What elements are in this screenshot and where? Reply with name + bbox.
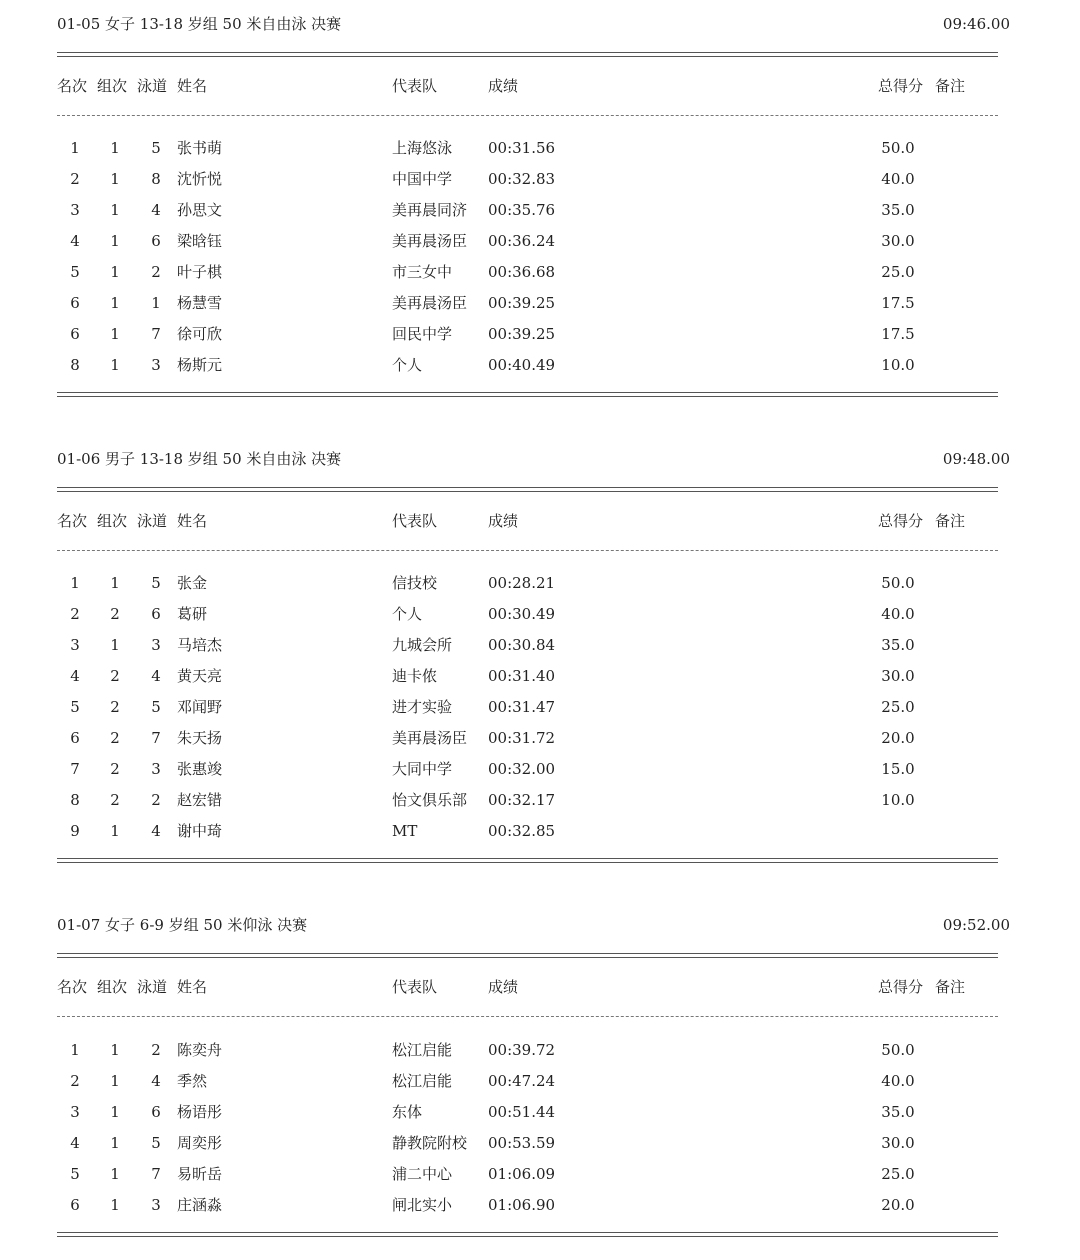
points-cell: 30.0 (881, 232, 915, 250)
group-cell: 2 (110, 698, 120, 716)
lane-cell: 3 (151, 760, 161, 778)
dashed-rule (57, 1016, 998, 1017)
group-cell: 1 (110, 139, 120, 157)
lane-cell: 2 (151, 791, 161, 809)
rank-cell: 3 (70, 1103, 80, 1121)
name-cell: 徐可欣 (177, 325, 223, 343)
score-cell: 00:35.76 (488, 201, 556, 219)
group-cell: 1 (110, 294, 120, 312)
lane-cell: 1 (151, 294, 161, 312)
points-cell: 35.0 (881, 636, 915, 654)
rank-cell: 3 (70, 201, 80, 219)
name-cell: 季然 (177, 1072, 208, 1090)
group-cell: 2 (110, 667, 120, 685)
name-cell: 张惠竣 (177, 760, 223, 778)
team-cell: 市三女中 (392, 263, 453, 281)
header-score: 成绩 (488, 77, 519, 95)
name-cell: 孙思文 (177, 201, 223, 219)
points-cell: 15.0 (881, 760, 915, 778)
double-rule (57, 392, 998, 397)
lane-cell: 4 (151, 822, 161, 840)
rank-cell: 2 (70, 170, 80, 188)
points-cell: 17.5 (881, 325, 915, 343)
header-points: 总得分 (878, 512, 924, 530)
points-cell: 40.0 (881, 1072, 915, 1090)
team-cell: 静教院附校 (392, 1134, 468, 1152)
group-cell: 1 (110, 1072, 120, 1090)
rank-cell: 9 (70, 822, 80, 840)
group-cell: 2 (110, 729, 120, 747)
header-score: 成绩 (488, 512, 519, 530)
name-cell: 张书萌 (177, 139, 223, 157)
rank-cell: 6 (70, 325, 80, 343)
group-cell: 1 (110, 1196, 120, 1214)
lane-cell: 6 (151, 1103, 161, 1121)
header-group: 组次 (97, 512, 128, 530)
double-rule (57, 487, 998, 492)
header-rank: 名次 (57, 978, 88, 996)
dashed-rule (57, 550, 998, 551)
points-cell: 30.0 (881, 1134, 915, 1152)
name-cell: 黄天亮 (177, 667, 223, 685)
event-title: 01-07 女子 6-9 岁组 50 米仰泳 决赛 (57, 916, 308, 934)
double-rule (57, 1232, 998, 1237)
name-cell: 邓闻野 (177, 698, 223, 716)
header-name: 姓名 (177, 978, 208, 996)
double-rule (57, 52, 998, 57)
lane-cell: 2 (151, 263, 161, 281)
group-cell: 1 (110, 1041, 120, 1059)
lane-cell: 7 (151, 325, 161, 343)
header-team: 代表队 (392, 77, 438, 95)
double-rule (57, 858, 998, 863)
score-cell: 00:32.83 (488, 170, 556, 188)
rank-cell: 1 (70, 139, 80, 157)
name-cell: 赵宏错 (177, 791, 223, 809)
team-cell: MT (392, 822, 418, 840)
rank-cell: 8 (70, 791, 80, 809)
points-cell: 10.0 (881, 356, 915, 374)
score-cell: 00:31.56 (488, 139, 556, 157)
score-cell: 00:39.25 (488, 325, 556, 343)
group-cell: 1 (110, 574, 120, 592)
header-rank: 名次 (57, 77, 88, 95)
name-cell: 杨语彤 (177, 1103, 223, 1121)
points-cell: 40.0 (881, 605, 915, 623)
points-cell: 30.0 (881, 667, 915, 685)
header-remark: 备注 (935, 978, 966, 996)
points-cell: 25.0 (881, 1165, 915, 1183)
lane-cell: 6 (151, 605, 161, 623)
points-cell: 50.0 (881, 139, 915, 157)
header-group: 组次 (97, 978, 128, 996)
event-time: 09:48.00 (942, 450, 1010, 468)
name-cell: 叶子棋 (177, 263, 223, 281)
points-cell: 20.0 (881, 1196, 915, 1214)
header-remark: 备注 (935, 512, 966, 530)
group-cell: 1 (110, 636, 120, 654)
header-score: 成绩 (488, 978, 519, 996)
score-cell: 00:36.68 (488, 263, 556, 281)
header-team: 代表队 (392, 978, 438, 996)
score-cell: 00:39.25 (488, 294, 556, 312)
team-cell: 东体 (392, 1103, 423, 1121)
team-cell: 松江启能 (392, 1072, 453, 1090)
rank-cell: 7 (70, 760, 80, 778)
rank-cell: 6 (70, 294, 80, 312)
group-cell: 1 (110, 170, 120, 188)
team-cell: 闸北实小 (392, 1196, 453, 1214)
score-cell: 01:06.90 (488, 1196, 556, 1214)
lane-cell: 5 (151, 139, 161, 157)
group-cell: 1 (110, 1103, 120, 1121)
team-cell: 大同中学 (392, 760, 453, 778)
team-cell: 上海悠泳 (392, 139, 453, 157)
lane-cell: 7 (151, 729, 161, 747)
rank-cell: 5 (70, 698, 80, 716)
score-cell: 00:31.47 (488, 698, 556, 716)
score-cell: 00:47.24 (488, 1072, 556, 1090)
team-cell: 迪卡侬 (392, 667, 438, 685)
score-cell: 00:51.44 (488, 1103, 556, 1121)
rank-cell: 4 (70, 1134, 80, 1152)
double-rule (57, 953, 998, 958)
header-lane: 泳道 (137, 77, 168, 95)
team-cell: 美再晨汤臣 (392, 294, 468, 312)
rank-cell: 5 (70, 263, 80, 281)
rank-cell: 2 (70, 605, 80, 623)
score-cell: 00:32.00 (488, 760, 556, 778)
team-cell: 回民中学 (392, 325, 453, 343)
rank-cell: 5 (70, 1165, 80, 1183)
lane-cell: 5 (151, 574, 161, 592)
event-time: 09:46.00 (942, 15, 1010, 33)
header-name: 姓名 (177, 512, 208, 530)
header-name: 姓名 (177, 77, 208, 95)
score-cell: 00:28.21 (488, 574, 556, 592)
score-cell: 00:40.49 (488, 356, 556, 374)
rank-cell: 2 (70, 1072, 80, 1090)
header-team: 代表队 (392, 512, 438, 530)
score-cell: 00:31.40 (488, 667, 556, 685)
lane-cell: 4 (151, 201, 161, 219)
group-cell: 1 (110, 1165, 120, 1183)
name-cell: 杨慧雪 (177, 294, 223, 312)
header-rank: 名次 (57, 512, 88, 530)
lane-cell: 3 (151, 356, 161, 374)
points-cell: 35.0 (881, 201, 915, 219)
team-cell: 个人 (392, 605, 423, 623)
team-cell: 个人 (392, 356, 423, 374)
rank-cell: 8 (70, 356, 80, 374)
lane-cell: 8 (151, 170, 161, 188)
group-cell: 2 (110, 791, 120, 809)
score-cell: 00:32.17 (488, 791, 556, 809)
rank-cell: 1 (70, 574, 80, 592)
points-cell: 25.0 (881, 263, 915, 281)
group-cell: 1 (110, 1134, 120, 1152)
header-lane: 泳道 (137, 978, 168, 996)
name-cell: 陈奕舟 (177, 1041, 223, 1059)
lane-cell: 5 (151, 698, 161, 716)
event-title: 01-05 女子 13-18 岁组 50 米自由泳 决赛 (57, 15, 342, 33)
team-cell: 美再晨汤臣 (392, 232, 468, 250)
name-cell: 葛研 (177, 605, 208, 623)
team-cell: 怡文俱乐部 (392, 791, 468, 809)
lane-cell: 3 (151, 1196, 161, 1214)
points-cell: 10.0 (881, 791, 915, 809)
name-cell: 谢中琦 (177, 822, 223, 840)
name-cell: 马培杰 (177, 636, 223, 654)
team-cell: 美再晨汤臣 (392, 729, 468, 747)
score-cell: 01:06.09 (488, 1165, 556, 1183)
team-cell: 信技校 (392, 574, 438, 592)
team-cell: 浦二中心 (392, 1165, 453, 1183)
header-lane: 泳道 (137, 512, 168, 530)
rank-cell: 6 (70, 1196, 80, 1214)
group-cell: 1 (110, 356, 120, 374)
group-cell: 2 (110, 605, 120, 623)
name-cell: 朱天扬 (177, 729, 223, 747)
name-cell: 张金 (177, 574, 208, 592)
points-cell: 17.5 (881, 294, 915, 312)
group-cell: 1 (110, 822, 120, 840)
score-cell: 00:30.84 (488, 636, 556, 654)
name-cell: 周奕彤 (177, 1134, 223, 1152)
points-cell: 20.0 (881, 729, 915, 747)
points-cell: 50.0 (881, 574, 915, 592)
event-title: 01-06 男子 13-18 岁组 50 米自由泳 决赛 (57, 450, 342, 468)
name-cell: 沈忻悦 (177, 170, 223, 188)
score-cell: 00:31.72 (488, 729, 556, 747)
group-cell: 2 (110, 760, 120, 778)
lane-cell: 6 (151, 232, 161, 250)
points-cell: 35.0 (881, 1103, 915, 1121)
score-cell: 00:30.49 (488, 605, 556, 623)
score-cell: 00:36.24 (488, 232, 556, 250)
lane-cell: 2 (151, 1041, 161, 1059)
lane-cell: 3 (151, 636, 161, 654)
lane-cell: 4 (151, 1072, 161, 1090)
header-points: 总得分 (878, 77, 924, 95)
rank-cell: 1 (70, 1041, 80, 1059)
team-cell: 九城会所 (392, 636, 453, 654)
team-cell: 松江启能 (392, 1041, 453, 1059)
group-cell: 1 (110, 325, 120, 343)
rank-cell: 6 (70, 729, 80, 747)
group-cell: 1 (110, 263, 120, 281)
header-group: 组次 (97, 77, 128, 95)
dashed-rule (57, 115, 998, 116)
points-cell: 50.0 (881, 1041, 915, 1059)
event-time: 09:52.00 (942, 916, 1010, 934)
score-cell: 00:32.85 (488, 822, 556, 840)
name-cell: 庄涵淼 (177, 1196, 223, 1214)
lane-cell: 4 (151, 667, 161, 685)
group-cell: 1 (110, 201, 120, 219)
score-cell: 00:53.59 (488, 1134, 556, 1152)
rank-cell: 4 (70, 667, 80, 685)
lane-cell: 7 (151, 1165, 161, 1183)
points-cell: 40.0 (881, 170, 915, 188)
rank-cell: 4 (70, 232, 80, 250)
score-cell: 00:39.72 (488, 1041, 556, 1059)
rank-cell: 3 (70, 636, 80, 654)
team-cell: 美再晨同济 (392, 201, 468, 219)
name-cell: 易昕岳 (177, 1165, 223, 1183)
header-remark: 备注 (935, 77, 966, 95)
lane-cell: 5 (151, 1134, 161, 1152)
name-cell: 梁晗钰 (177, 232, 223, 250)
points-cell: 25.0 (881, 698, 915, 716)
team-cell: 进才实验 (392, 698, 453, 716)
group-cell: 1 (110, 232, 120, 250)
name-cell: 杨斯元 (177, 356, 223, 374)
team-cell: 中国中学 (392, 170, 453, 188)
header-points: 总得分 (878, 978, 924, 996)
